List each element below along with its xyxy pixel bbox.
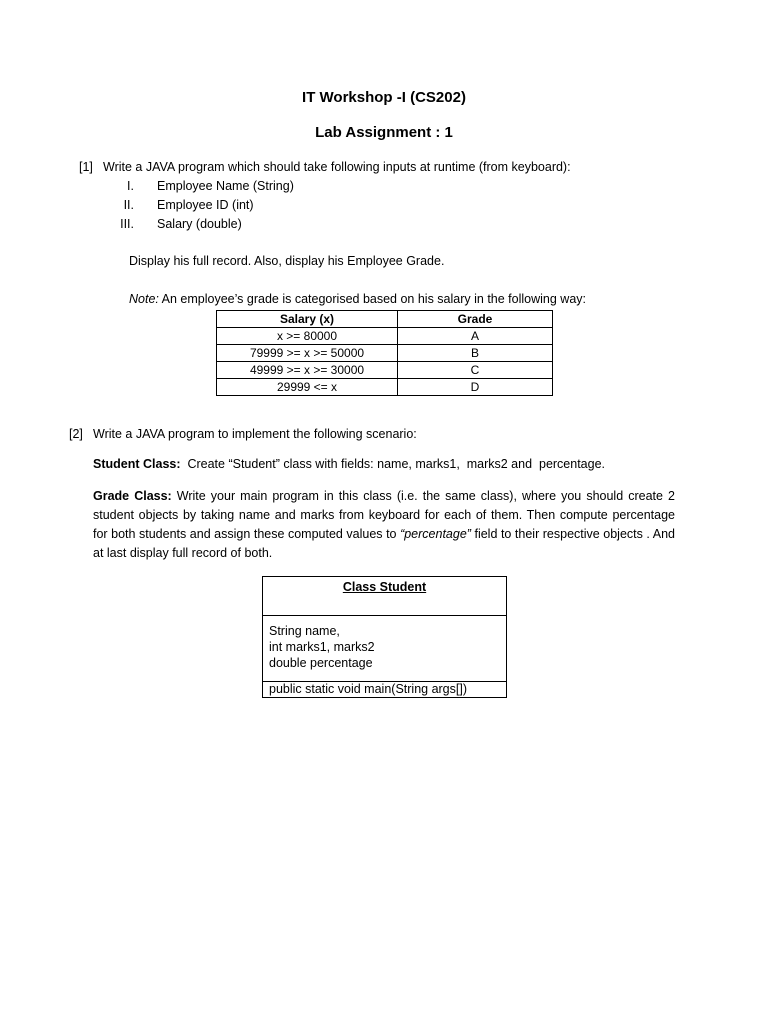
table-header-grade: Grade	[398, 311, 553, 328]
q2-intro: Write a JAVA program to implement the following scenario:	[93, 427, 417, 441]
q1-input-text: Employee ID (int)	[157, 198, 254, 212]
uml-field: int marks1, marks2	[269, 640, 375, 654]
table-row	[217, 362, 553, 379]
table-cell-salary: 49999 >= x >= 30000	[217, 362, 398, 379]
uml-method: public static void main(String args[])	[269, 682, 467, 696]
student-class-text: Create “Student” class with fields: name, marks1, marks2 and percentage.	[180, 457, 606, 471]
uml-class-diagram	[262, 576, 507, 698]
table-cell-grade: C	[398, 362, 553, 379]
q1-intro: Write a JAVA program which should take following inputs at runtime (from keyboard):	[103, 160, 571, 174]
q1-input-numeral: I.	[127, 179, 134, 193]
q1-display-text: Display his full record. Also, display his Employee Grade.	[129, 254, 445, 268]
q2-grade-class	[93, 487, 675, 563]
grade-class-italic: “percentage”	[400, 527, 471, 541]
q1-input-numeral: III.	[120, 217, 134, 231]
q1-input-numeral: II.	[123, 198, 134, 212]
note-label: Note:	[129, 292, 159, 306]
student-class-label: Student Class:	[93, 457, 181, 471]
uml-field: String name,	[269, 624, 340, 638]
course-title: IT Workshop -I (CS202)	[302, 89, 466, 106]
q2-number: [2]	[69, 427, 83, 441]
q1-note	[129, 290, 586, 309]
q1-number: [1]	[79, 160, 93, 174]
table-cell-grade: B	[398, 345, 553, 362]
grade-class-label: Grade Class:	[93, 489, 172, 503]
table-header-row	[217, 311, 553, 328]
q1-input-text: Salary (double)	[157, 217, 242, 231]
uml-fields	[263, 616, 506, 682]
table-cell-salary: 79999 >= x >= 50000	[217, 345, 398, 362]
grade-class-text: Write your main program in this class (i.e. the same class), where you should create 2 student objects by taking name and marks from keyboard for each of them. Then compute percentage for both students and assign these computed values to	[93, 489, 675, 541]
table-row	[217, 345, 553, 362]
assignment-title: Lab Assignment : 1	[315, 124, 453, 141]
table-header-salary: Salary (x)	[217, 311, 398, 328]
table-cell-salary: 29999 <= x	[217, 379, 398, 396]
table-cell-grade: A	[398, 328, 553, 345]
table-cell-salary: x >= 80000	[217, 328, 398, 345]
q1-input-text: Employee Name (String)	[157, 179, 294, 193]
note-text: An employee’s grade is categorised based on his salary in the following way:	[158, 292, 586, 306]
salary-grade-table	[216, 310, 553, 396]
q2-student-class	[93, 455, 605, 474]
uml-field: double percentage	[269, 656, 373, 670]
uml-class-name: Class Student	[263, 577, 506, 616]
table-row	[217, 328, 553, 345]
grade-class-text-end: field to their respective objects . And at last display full record of both.	[93, 527, 675, 560]
table-row	[217, 379, 553, 396]
table-cell-grade: D	[398, 379, 553, 396]
